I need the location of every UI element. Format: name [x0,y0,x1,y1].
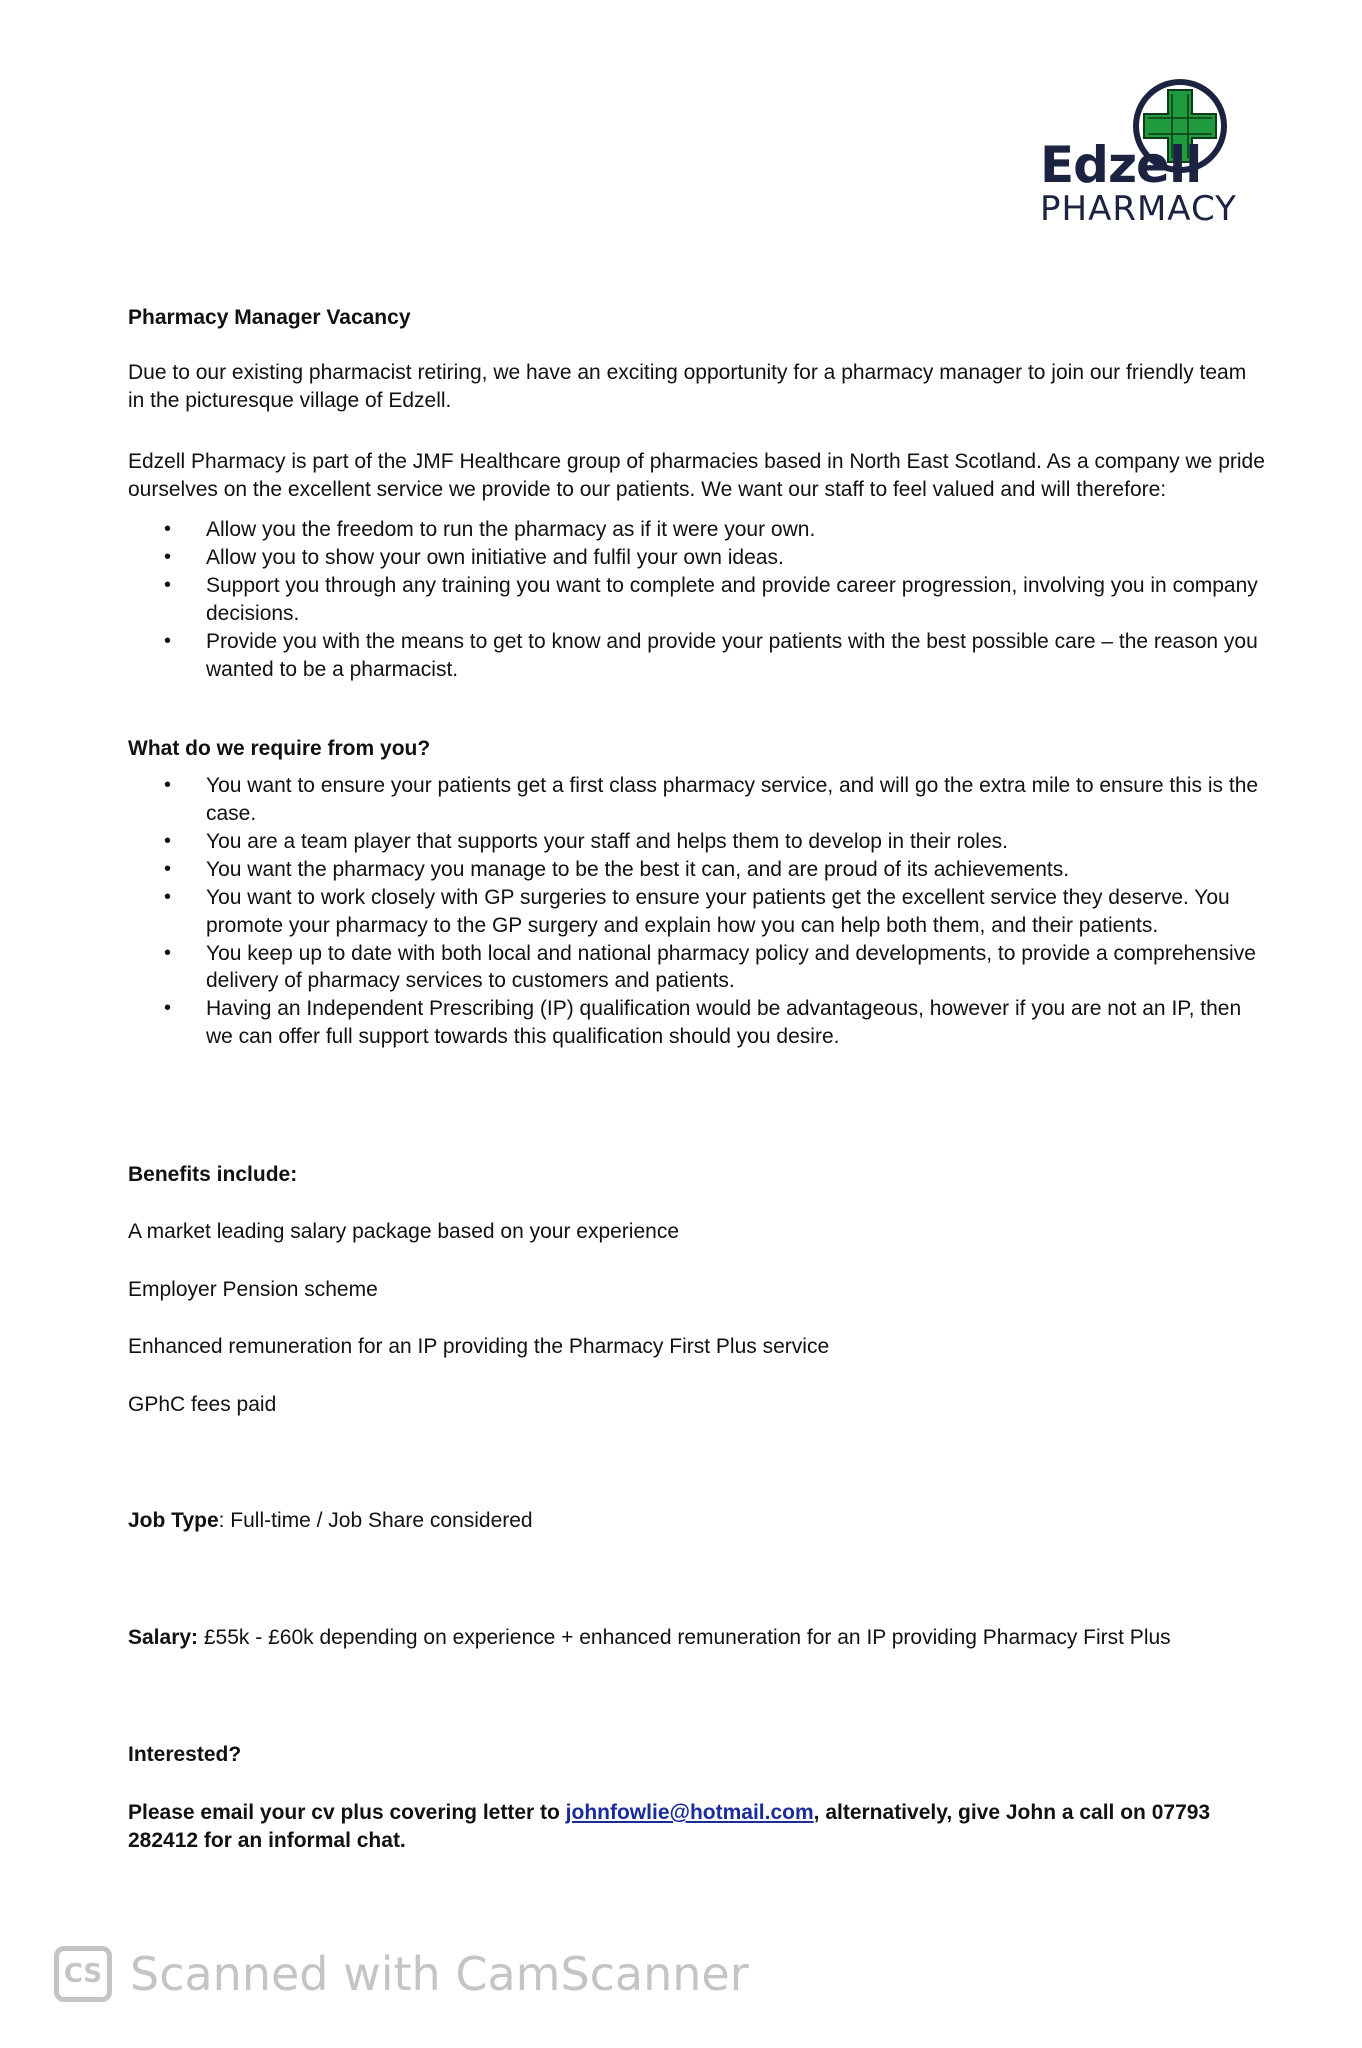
list-item: • You want the pharmacy you manage to be the best it can, and are proud of its achievements. [206,856,1268,884]
list-item: • Allow you to show your own initiative and fulfil your own ideas. [206,544,1268,572]
salary-label: Salary: [128,1626,199,1649]
list-item: • Provide you with the means to get to know and provide your patients with the best possible care – the reason you wanted to be a pharmacist. [206,628,1268,684]
requirements-list [128,772,1268,1051]
edzell-pharmacy-logo [1030,72,1240,232]
list-item: • You keep up to date with both local and national pharmacy policy and developments, to provide a comprehensive delivery of pharmacy services to customers and patients. [206,940,1268,996]
salary-line [128,1603,1268,1673]
logo-wordmark: Edzell [1040,136,1202,194]
intro-paragraph: Due to our existing pharmacist retiring, we have an exciting opportunity for a pharmacy manager to join our friendly team in the picturesque village of Edzell. [128,361,1247,412]
contact-paragraph: Please email your cv plus covering letter to johnfowlie@hotmail.com, alternatively, give John a call on 07793 282412 for an informal chat. [128,1801,1211,1852]
company-paragraph: Edzell Pharmacy is part of the JMF Healthcare group of pharmacies based in North East Scotland. As a company we pride ourselves on the excellent service we provide to our patients. We want our staff to feel valued and will therefore: [128,450,1265,501]
offers-list [128,516,1268,684]
list-item: • You want to work closely with GP surgeries to ensure your patients get the excellent service they deserve. You promote your pharmacy to the GP surgery and explain how you can help both them, and their patients. [206,884,1268,940]
list-item: • You are a team player that supports your staff and helps them to develop in their roles. [206,828,1268,856]
email-link[interactable]: johnfowlie@hotmail.com [565,1801,814,1824]
salary-value: £55k - £60k depending on experience + enhanced remuneration for an IP providing Pharmacy First Plus [198,1626,1171,1649]
benefit-item: GPhC fees paid [128,1393,277,1416]
benefit-item: Employer Pension scheme [128,1278,378,1301]
camscanner-icon: CS [54,1946,112,2002]
job-type-value: : Full-time / Job Share considered [218,1509,533,1532]
benefits-heading: Benefits include: [128,1163,298,1186]
require-heading: What do we require from you? [128,737,431,760]
benefit-item: Enhanced remuneration for an IP providing the Pharmacy First Plus service [128,1335,830,1358]
logo-subtitle: PHARMACY [1040,189,1237,229]
page-title: Pharmacy Manager Vacancy [128,306,411,329]
list-item: • Support you through any training you want to complete and provide career progression, involving you in company decisions. [206,572,1268,628]
watermark-text: Scanned with CamScanner [130,1947,749,2001]
list-item: • Having an Independent Prescribing (IP) qualification would be advantageous, however if you are not an IP, then we can offer full support towards this qualification should you desire. [206,995,1268,1051]
job-type-label: Job Type [128,1509,219,1532]
camscanner-watermark [54,1942,749,2006]
list-item: • You want to ensure your patients get a first class pharmacy service, and will go the extra mile to ensure this is the case. [206,772,1268,828]
job-type-line [128,1486,1268,1556]
benefit-item: A market leading salary package based on your experience [128,1220,680,1243]
interested-heading: Interested? [128,1743,242,1766]
list-item: • Allow you the freedom to run the pharmacy as if it were your own. [206,516,1268,544]
